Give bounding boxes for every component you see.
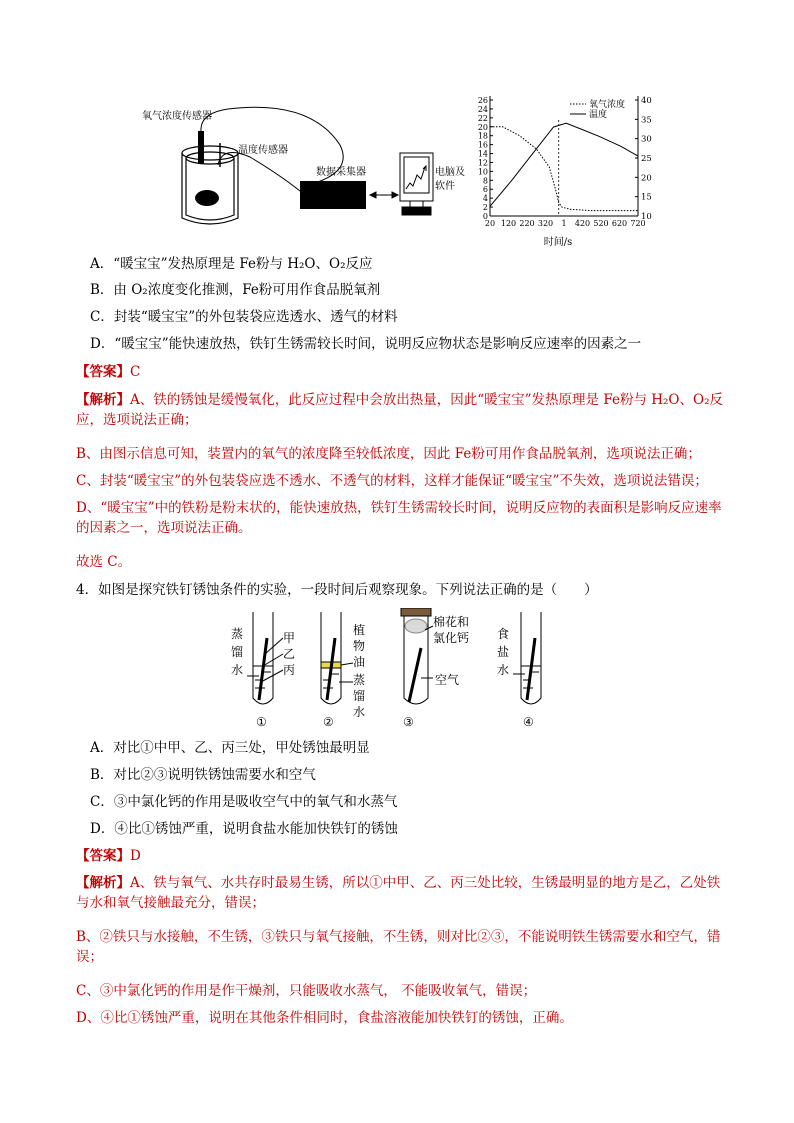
chart-left-tick-label: 16	[477, 140, 488, 150]
apparatus-figure	[140, 95, 470, 230]
chart-left-tick-label: 18	[477, 131, 488, 141]
t3-cacl-label: 氯化钙	[433, 631, 470, 645]
chart-left-tick-label: 26	[477, 96, 488, 105]
q4-explanation-c: C、③中氯化钙的作用是作干燥剂，只能吸收水蒸气， 不能吸收氧气，错误；	[76, 983, 537, 999]
t4-salt-char-1: 食	[497, 627, 510, 641]
q3-explanation-d: D、“暖宝宝”中的铁粉是粉末状的，能快速放热，铁钉生锈需较长时间，说明反应物的表面积是影响反应速率的因素之一，选项说法正确。	[76, 500, 722, 536]
t2-water-char-3: 水	[353, 705, 366, 719]
explanation-label: 【解析】	[76, 392, 130, 408]
chart-left-tick-label: 0	[482, 212, 488, 221]
answer-value: C	[130, 364, 141, 380]
explanation-label: 【解析】	[76, 875, 130, 891]
q4-explanation-d: D、④比①锈蚀严重，说明在其他条件相同时，食盐溶液能加快铁钉的锈蚀，正确。	[76, 1010, 573, 1026]
chart-left-tick-label: 22	[477, 113, 488, 123]
q3-option-b: B．由 O₂浓度变化推测，Fe粉可用作食品脱氧剂	[90, 282, 381, 298]
q4-option-b: B．对比②③说明铁锈蚀需要水和空气	[90, 767, 316, 783]
chart-series-temperature	[490, 123, 638, 206]
t1-water-char-2: 馏	[231, 645, 244, 659]
chart-legend-label: 温度	[589, 110, 608, 120]
t1-point-jia: 甲	[283, 631, 296, 645]
q4-answer	[76, 846, 141, 866]
test-tube-3-icon	[401, 608, 433, 704]
t1-water-char-3: 水	[231, 663, 244, 677]
chart-left-tick-label: 10	[477, 167, 488, 177]
t1-point-bing: 丙	[283, 663, 296, 677]
chart-right-tick-label: 20	[641, 173, 652, 184]
temp-sensor-label: 温度传感器	[238, 145, 288, 156]
test-tubes-figure	[225, 608, 555, 733]
computer-icon	[400, 153, 433, 215]
t2-oil-char-3: 油	[353, 655, 366, 669]
tube-number-3: ③	[403, 715, 414, 729]
chart-series-oxygen	[490, 127, 638, 211]
chart-x-tick-label: 1	[561, 219, 567, 228]
oxygen-sensor-label: 氧气浓度传感器	[142, 111, 212, 122]
answer-label: 【答案】	[76, 364, 130, 380]
data-collector-icon	[300, 181, 366, 209]
chart-left-tick-label: 6	[482, 185, 488, 195]
heat-pack-icon	[195, 190, 219, 206]
chart-left-tick-label: 20	[477, 122, 488, 132]
chart-right-tick-label: 40	[641, 96, 652, 106]
chart-x-tick-label: 320	[537, 219, 554, 228]
computer-label-2: 软件	[435, 181, 455, 192]
oxygen-temperature-chart	[470, 90, 660, 250]
computer-label-1: 电脑及	[435, 167, 465, 178]
chart-left-tick-label: 12	[477, 158, 488, 168]
test-tube-2-icon	[321, 612, 353, 704]
chart-right-tick-label: 25	[641, 154, 652, 164]
tube-number-1: ①	[256, 715, 267, 729]
chart-x-tick-label: 420	[574, 219, 591, 228]
chart-x-tick-label: 220	[519, 219, 535, 228]
t3-air-label: 空气	[435, 673, 460, 687]
q3-option-a: A．“暖宝宝”发热原理是 Fe粉与 H₂O、O₂反应	[90, 256, 373, 272]
chart-x-tick-label: 20	[484, 219, 496, 228]
collector-label: 数据采集器	[316, 167, 366, 178]
chart-left-tick-label: 14	[477, 149, 488, 159]
q4-option-d: D．④比①锈蚀严重，说明食盐水能加快铁钉的锈蚀	[90, 821, 398, 837]
q4-stem: 4．如图是探究铁钉锈蚀条件的实验，一段时间后观察现象。下列说法正确的是（ ）	[76, 582, 598, 598]
answer-value: D	[130, 848, 141, 864]
q3-explanation-c: C、封装“暖宝宝”的外包装袋应选不透水、不透气的材料，这样才能保证“暖宝宝”不失效，选项说法错误；	[76, 473, 708, 489]
chart-left-tick-label: 24	[477, 104, 488, 114]
chart-right-tick-label: 30	[641, 134, 652, 145]
q3-answer	[76, 362, 140, 382]
test-tube-4-icon	[513, 612, 541, 704]
q4-option-a: A．对比①中甲、乙、丙三处，甲处锈蚀最明显	[90, 740, 370, 756]
tube-number-2: ②	[323, 715, 334, 729]
chart-x-tick-label: 620	[611, 219, 628, 228]
t4-salt-char-2: 盐	[497, 645, 510, 659]
t4-salt-char-3: 水	[497, 663, 510, 677]
q3-explanation-a	[76, 390, 726, 430]
sealed-container-icon	[182, 146, 238, 224]
chart-left-tick-label: 8	[482, 176, 488, 186]
chart-x-tick-label: 120	[500, 219, 517, 228]
q3-explanation-b: B、由图示信息可知，装置内的氧气的浓度降至较低浓度，因此 Fe粉可用作食品脱氧剂，选项说法正确；	[76, 446, 701, 462]
q3-option-d: D．“暖宝宝”能快速放热，铁钉生锈需较长时间，说明反应物状态是影响反应速率的因素之一	[90, 336, 642, 352]
t2-oil-char-1: 植	[353, 623, 366, 637]
chart-right-tick-label: 10	[641, 212, 652, 222]
chart-right-tick-label: 35	[641, 115, 652, 126]
explanation-text: A、铁的锈蚀是缓慢氧化，此反应过程中会放出热量，因此“暖宝宝”发热原理是 Fe粉与 H₂O、O₂反应，选项说法正确；	[76, 392, 723, 428]
q4-explanation-a	[76, 873, 726, 913]
chart-right-tick-label: 15	[641, 192, 652, 203]
chart-x-tick-label: 520	[593, 219, 609, 228]
t1-point-yi: 乙	[283, 647, 296, 661]
explanation-text: A、铁与氧气、水共存时最易生锈，所以①中甲、乙、丙三处比较，生锈最明显的地方是乙，乙处铁与水和氧气接触最充分，错误；	[76, 875, 721, 911]
test-tube-1-icon	[247, 612, 283, 704]
chart-x-axis-label: 时间/s	[543, 237, 573, 248]
t2-oil-char-2: 物	[353, 639, 366, 653]
q4-option-c: C．③中氯化钙的作用是吸收空气中的氧气和水蒸气	[90, 794, 398, 810]
t1-water-char-1: 蒸	[231, 627, 244, 641]
tube-number-4: ④	[523, 715, 534, 729]
answer-label: 【答案】	[76, 848, 130, 864]
t3-cotton-label: 棉花和	[433, 615, 470, 629]
chart-left-tick-label: 2	[482, 203, 488, 213]
q4-explanation-b: B、②铁只与水接触，不生锈，③铁只与氧气接触，不生锈，则对比②③，不能说明铁生锈需要水和空气，错误；	[76, 929, 721, 965]
double-arrow-icon	[370, 192, 398, 198]
chart-x-tick-label: 720	[630, 219, 646, 228]
chart-left-tick-label: 4	[482, 194, 488, 204]
chart-legend-label: 氧气浓度	[589, 100, 626, 110]
t2-water-char-2: 馏	[353, 689, 366, 703]
q3-option-c: C．封装“暖宝宝”的外包装袋应选透水、透气的材料	[90, 309, 398, 325]
t2-water-char-1: 蒸	[353, 673, 366, 687]
oxygen-sensor-probe-icon	[198, 131, 204, 163]
q3-conclusion: 故选 C。	[76, 554, 132, 570]
